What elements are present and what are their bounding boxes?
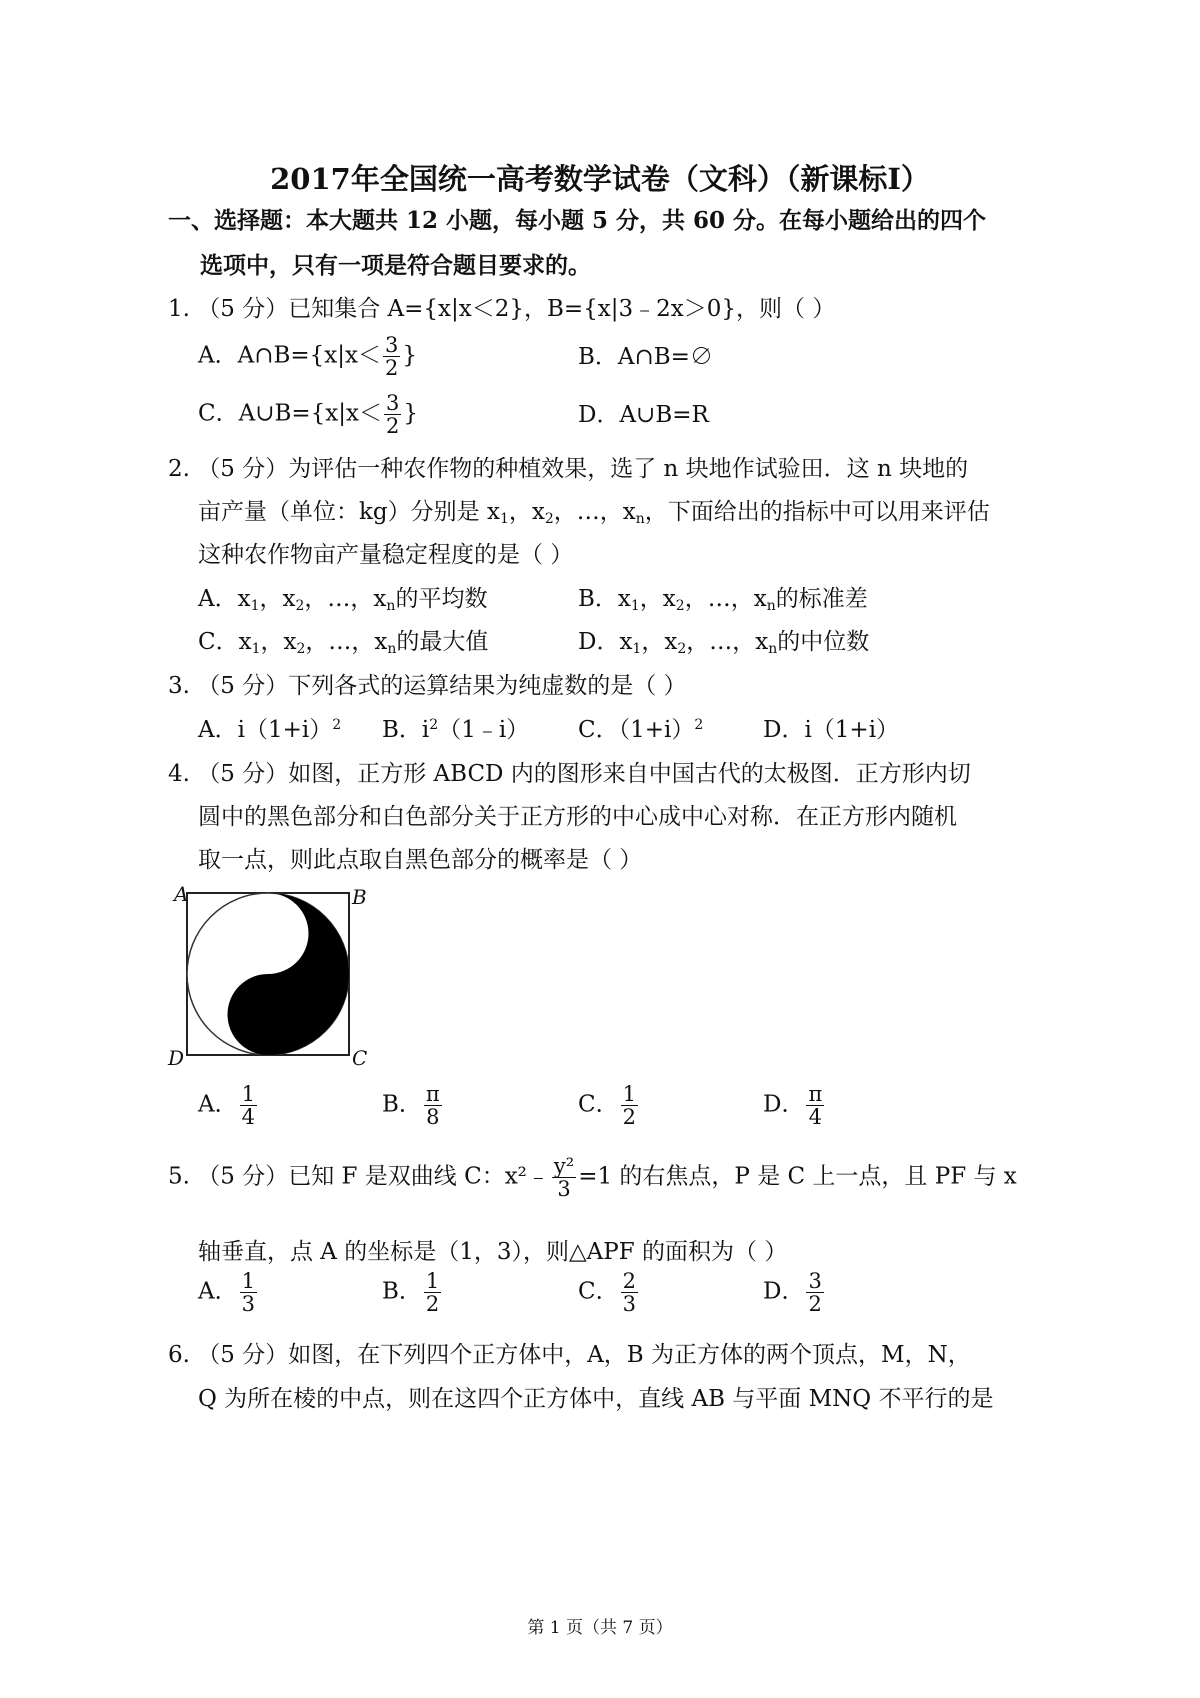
question-2-option-d: D．$x_1$，$x_2$，…，$x_n$的中位数: [578, 629, 870, 657]
question-2-option-b: B．$x_1$，$x_2$，…，$x_n$的标准差: [578, 586, 868, 614]
question-1-option-d: D．A∪B=R: [578, 402, 709, 428]
question-2-option-c: C．$x_1$，$x_2$，…，$x_n$的最大值: [198, 629, 489, 657]
taiji-figure: [160, 880, 380, 1070]
vertex-label-d: D: [168, 1046, 185, 1070]
question-3-option-d: D．i（1+i）: [763, 717, 900, 743]
question-1-option-b: B．A∩B=∅: [578, 344, 713, 370]
question-4-line3: 取一点，则此点取自黑色部分的概率是（ ）: [198, 847, 643, 873]
taiji-diagram: [160, 880, 380, 1070]
question-6-line1: 6. （5 分）如图，在下列四个正方体中，A，B 为正方体的两个顶点，M，N，: [168, 1342, 971, 1368]
vertex-label-a: A: [174, 882, 189, 906]
question-2-line2: 亩产量（单位：kg）分别是 $x_1$，$x_2$，…，$x_n$，下面给出的指标中可以用来评估: [198, 499, 990, 527]
question-5-option-a: A． $\frac{1}{3}$: [198, 1269, 255, 1316]
question-5-option-d: D． $\frac{3}{2}$: [763, 1269, 822, 1316]
question-4-option-b: B． $\frac{\pi}{8}$: [382, 1082, 440, 1129]
page-footer: 第 1 页（共 7 页）: [527, 1618, 673, 1638]
question-5-line1: 5. （5 分）已知 F 是双曲线 C：x²﹣ $\frac{\text{y²}}{3}$ =1 的右焦点，P 是 C 上一点，且 PF 与 x: [168, 1154, 1017, 1201]
question-4-line1: 4. （5 分）如图，正方形 ABCD 内的图形来自中国古代的太极图．正方形内切: [168, 761, 971, 787]
section-heading-line2: 选项中，只有一项是符合题目要求的。: [200, 252, 591, 279]
question-4-option-d: D． $\frac{\pi}{4}$: [763, 1082, 823, 1129]
question-5-option-c: C． $\frac{2}{3}$: [578, 1269, 636, 1316]
question-3-option-a: A．$i(1+i)^2$: [198, 717, 342, 743]
question-5-option-b: B． $\frac{1}{2}$: [382, 1269, 440, 1316]
question-2-line1: 2. （5 分）为评估一种农作物的种植效果，选了 n 块地作试验田．这 n 块地的: [168, 456, 969, 482]
question-4-line2: 圆中的黑色部分和白色部分关于正方形的中心成中心对称．在正方形内随机: [198, 804, 957, 830]
question-2-option-a: A．$x_1$，$x_2$，…，$x_n$的平均数: [198, 586, 488, 614]
black-dot: [260, 1007, 276, 1023]
question-6-line2: Q 为所在棱的中点，则在这四个正方体中，直线 AB 与平面 MNQ 不平行的是: [198, 1386, 994, 1412]
question-4-option-c: C． $\frac{1}{2}$: [578, 1082, 636, 1129]
question-3-option-b: B．$i^2(1﹣i)$: [382, 717, 530, 743]
vertex-label-b: B: [352, 885, 367, 909]
question-2-line3: 这种农作物亩产量稳定程度的是（ ）: [198, 542, 574, 568]
question-5-line2: 轴垂直，点 A 的坐标是（1，3），则△APF 的面积为（ ）: [198, 1239, 788, 1265]
question-3-stem: 3. （5 分）下列各式的运算结果为纯虚数的是（ ）: [168, 673, 687, 699]
question-1-option-a: A．A∩B={x|x＜ $\frac{3}{2}$ }: [198, 333, 418, 380]
question-1-option-c: C．A∪B={x|x＜ $\frac{3}{2}$ }: [198, 391, 418, 438]
fraction: $\frac{3}{2}$: [385, 333, 399, 380]
vertex-label-c: C: [352, 1046, 368, 1070]
page-title: 2017年全国统一高考数学试卷（文科）（新课标Ⅰ）: [270, 162, 930, 196]
fraction: $\frac{3}{2}$: [385, 391, 400, 438]
question-1-stem: 1. （5 分）已知集合 A={x|x＜2}，B={x|3﹣2x＞0}，则（ ）: [168, 296, 836, 322]
question-3-option-c: C．$(1+i)^2$: [578, 717, 704, 743]
section-heading-line1: 一、选择题：本大题共 12 小题，每小题 5 分，共 60 分。在每小题给出的四个: [168, 207, 987, 234]
question-4-option-a: A． $\frac{1}{4}$: [198, 1082, 255, 1129]
white-dot: [260, 926, 276, 942]
